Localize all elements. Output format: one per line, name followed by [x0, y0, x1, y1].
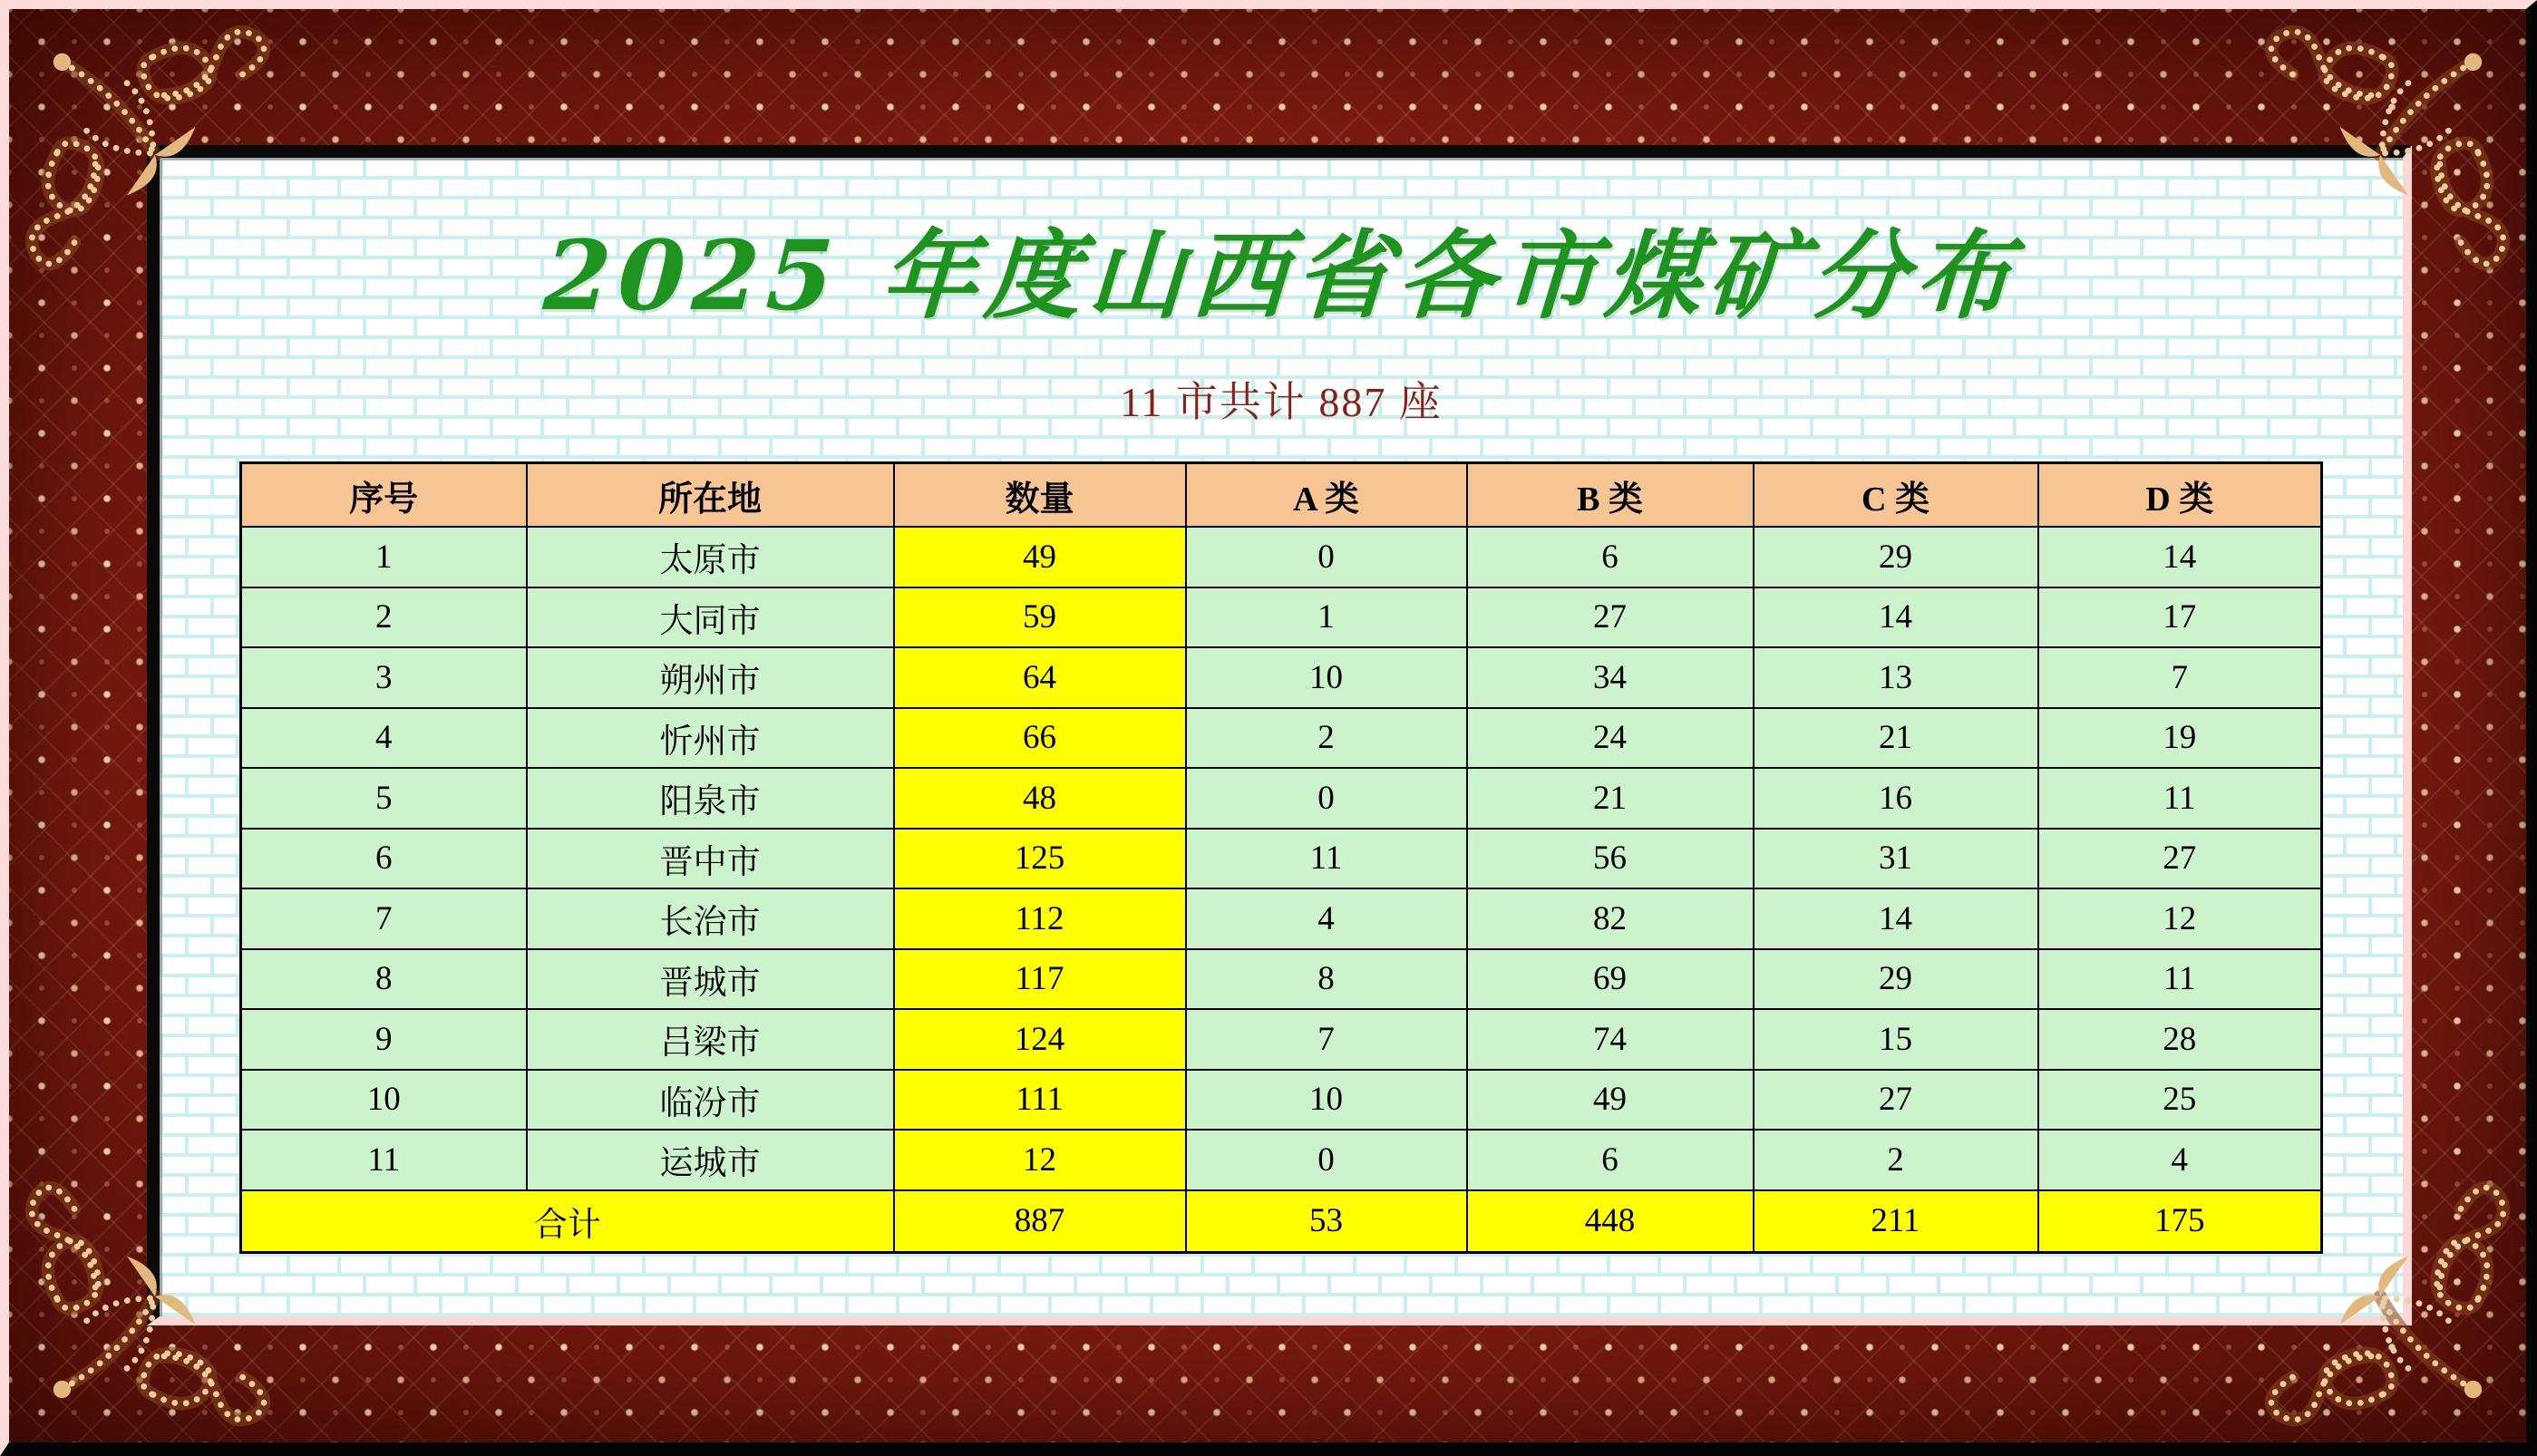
corner-ornament-icon [22, 22, 285, 285]
index-cell: 2 [241, 587, 527, 648]
class-c-cell: 15 [1754, 1009, 2038, 1070]
class-a-cell: 1 [1186, 587, 1467, 648]
city-cell: 阳泉市 [527, 768, 894, 829]
city-cell: 晋中市 [527, 829, 894, 889]
class-a-cell: 8 [1186, 949, 1467, 1010]
class-a-cell: 0 [1186, 768, 1467, 829]
class-b-cell: 27 [1467, 587, 1754, 648]
total-class-d-cell: 175 [2038, 1190, 2322, 1253]
index-cell: 1 [241, 527, 527, 587]
column-header: A 类 [1186, 463, 1467, 528]
class-b-cell: 82 [1467, 888, 1754, 949]
column-header: 所在地 [527, 463, 894, 528]
city-cell: 运城市 [527, 1130, 894, 1190]
class-c-cell: 21 [1754, 708, 2038, 769]
quantity-cell: 111 [894, 1070, 1186, 1131]
quantity-cell: 64 [894, 647, 1186, 708]
index-cell: 3 [241, 647, 527, 708]
class-d-cell: 4 [2038, 1130, 2322, 1190]
class-b-cell: 21 [1467, 768, 1754, 829]
class-d-cell: 27 [2038, 829, 2322, 889]
total-class-a-cell: 53 [1186, 1190, 1467, 1253]
total-class-c-cell: 211 [1754, 1190, 2038, 1253]
class-a-cell: 0 [1186, 527, 1467, 587]
city-cell: 晋城市 [527, 949, 894, 1010]
class-c-cell: 14 [1754, 888, 2038, 949]
class-d-cell: 11 [2038, 768, 2322, 829]
quantity-cell: 48 [894, 768, 1186, 829]
total-quantity-cell: 887 [894, 1190, 1186, 1253]
class-d-cell: 7 [2038, 647, 2322, 708]
table-footer [241, 1190, 2322, 1253]
quantity-cell: 66 [894, 708, 1186, 769]
city-cell: 朔州市 [527, 647, 894, 708]
class-b-cell: 6 [1467, 1130, 1754, 1190]
column-header: 序号 [241, 463, 527, 528]
column-header: B 类 [1467, 463, 1754, 528]
table-header [241, 463, 2322, 528]
table-row [241, 1070, 2322, 1131]
table-header-row [241, 463, 2322, 528]
city-cell: 临汾市 [527, 1070, 894, 1131]
class-b-cell: 24 [1467, 708, 1754, 769]
coal-mine-table [239, 461, 2323, 1254]
table-row [241, 888, 2322, 949]
table-row [241, 587, 2322, 648]
table-row [241, 1130, 2322, 1190]
quantity-cell: 125 [894, 829, 1186, 889]
class-a-cell: 11 [1186, 829, 1467, 889]
table-row [241, 768, 2322, 829]
corner-ornament-icon [22, 1167, 285, 1430]
class-b-cell: 56 [1467, 829, 1754, 889]
class-d-cell: 12 [2038, 888, 2322, 949]
city-cell: 长治市 [527, 888, 894, 949]
index-cell: 6 [241, 829, 527, 889]
class-c-cell: 31 [1754, 829, 2038, 889]
class-a-cell: 2 [1186, 708, 1467, 769]
city-cell: 太原市 [527, 527, 894, 587]
class-b-cell: 34 [1467, 647, 1754, 708]
table-row [241, 829, 2322, 889]
class-d-cell: 19 [2038, 708, 2322, 769]
total-class-b-cell: 448 [1467, 1190, 1754, 1253]
class-c-cell: 13 [1754, 647, 2038, 708]
index-cell: 8 [241, 949, 527, 1010]
city-cell: 吕梁市 [527, 1009, 894, 1070]
class-a-cell: 0 [1186, 1130, 1467, 1190]
class-b-cell: 49 [1467, 1070, 1754, 1131]
class-b-cell: 6 [1467, 527, 1754, 587]
table-row [241, 1009, 2322, 1070]
corner-ornament-icon [2250, 1167, 2513, 1430]
total-row [241, 1190, 2322, 1253]
class-d-cell: 28 [2038, 1009, 2322, 1070]
class-c-cell: 27 [1754, 1070, 2038, 1131]
quantity-cell: 117 [894, 949, 1186, 1010]
column-header: C 类 [1754, 463, 2038, 528]
column-header: D 类 [2038, 463, 2322, 528]
content-area [147, 145, 2412, 1325]
class-d-cell: 25 [2038, 1070, 2322, 1131]
class-d-cell: 17 [2038, 587, 2322, 648]
city-cell: 忻州市 [527, 708, 894, 769]
city-cell: 大同市 [527, 587, 894, 648]
class-d-cell: 11 [2038, 949, 2322, 1010]
class-c-cell: 16 [1754, 768, 2038, 829]
class-a-cell: 10 [1186, 647, 1467, 708]
quantity-cell: 49 [894, 527, 1186, 587]
index-cell: 10 [241, 1070, 527, 1131]
class-b-cell: 69 [1467, 949, 1754, 1010]
corner-ornament-icon [2250, 22, 2513, 285]
page-title: 2025 年度山西省各市煤矿分布 [540, 218, 2022, 332]
table-row [241, 708, 2322, 769]
quantity-cell: 112 [894, 888, 1186, 949]
quantity-cell: 124 [894, 1009, 1186, 1070]
class-a-cell: 10 [1186, 1070, 1467, 1131]
total-label-cell: 合计 [241, 1190, 894, 1253]
class-c-cell: 14 [1754, 587, 2038, 648]
class-c-cell: 2 [1754, 1130, 2038, 1190]
quantity-cell: 12 [894, 1130, 1186, 1190]
subtitle: 11 市共计 887 座 [1120, 379, 1443, 426]
index-cell: 5 [241, 768, 527, 829]
table-body [241, 527, 2322, 1190]
index-cell: 9 [241, 1009, 527, 1070]
quantity-cell: 59 [894, 587, 1186, 648]
class-b-cell: 74 [1467, 1009, 1754, 1070]
class-d-cell: 14 [2038, 527, 2322, 587]
index-cell: 11 [241, 1130, 527, 1190]
class-a-cell: 4 [1186, 888, 1467, 949]
table-row [241, 647, 2322, 708]
table-row [241, 527, 2322, 587]
table-row [241, 949, 2322, 1010]
class-a-cell: 7 [1186, 1009, 1467, 1070]
column-header: 数量 [894, 463, 1186, 528]
index-cell: 7 [241, 888, 527, 949]
index-cell: 4 [241, 708, 527, 769]
class-c-cell: 29 [1754, 949, 2038, 1010]
class-c-cell: 29 [1754, 527, 2038, 587]
